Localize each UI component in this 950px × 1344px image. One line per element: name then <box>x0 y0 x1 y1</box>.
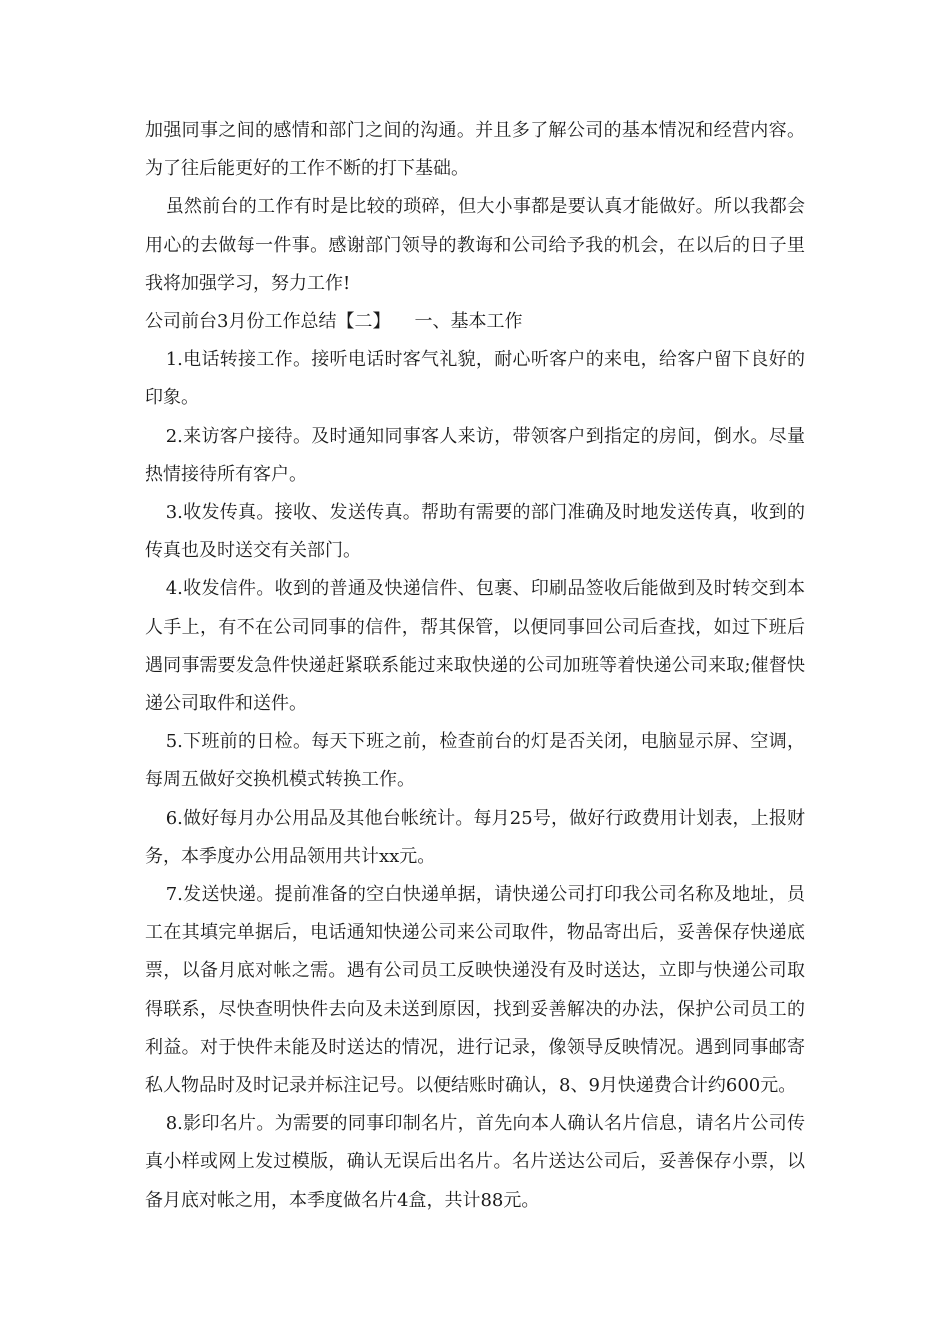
work-item-8: 8.影印名片。为需要的同事印制名片，首先向本人确认名片信息，请名片公司传真小样或网上发过模版，确认无误后出名片。名片送达公司后，妥善保存小票，以备月底对帐之用，本季度做名片4盒，共计88元。 <box>145 1113 805 1211</box>
section-title: 公司前台3月份工作总结【二】 <box>145 311 391 333</box>
work-item-7: 7.发送快递。提前准备的空白快递单据，请快递公司打印我公司名称及地址，员工在其填完单据后，电话通知快递公司来公司取件，物品寄出后，妥善保存快递底票，以备月底对帐之需。遇有公司员工反映快递没有及时送达，立即与快递公司取得联系，尽快查明快件去向及未送到原因，找到妥善解决的办法，保护公司员工的利益。对于快件未能及时送达的情况，进行记录，像领导反映情况。遇到同事邮寄私人物品时及时记录并标注记号。以便结账时确认，8、9月快递费合计约600元。 <box>145 884 805 1097</box>
work-item-5: 5.下班前的日检。每天下班之前，检查前台的灯是否关闭，电脑显示屏、空调，每周五做好交换机模式转换工作。 <box>145 731 805 791</box>
section-heading <box>145 303 805 341</box>
intro-paragraph-1: 加强同事之间的感情和部门之间的沟通。并且多了解公司的基本情况和经营内容。为了往后能更好的工作不断的打下基础。 <box>145 120 805 180</box>
section-subtitle: 一、基本工作 <box>414 311 523 333</box>
intro-paragraph-2: 虽然前台的工作有时是比较的琐碎，但大小事都是要认真才能做好。所以我都会用心的去做每一件事。感谢部门领导的教诲和公司给予我的机会，在以后的日子里我将加强学习，努力工作! <box>145 196 805 294</box>
document-page <box>145 112 805 1220</box>
work-item-2: 2.来访客户接待。及时通知同事客人来访，带领客户到指定的房间，倒水。尽量热情接待所有客户。 <box>145 425 805 485</box>
work-item-4: 4.收发信件。收到的普通及快递信件、包裹、印刷品签收后能做到及时转交到本人手上，有不在公司同事的信件，帮其保管，以便同事回公司后查找，如过下班后遇同事需要发急件快递赶紧联系能过来取快递的公司加班等着快递公司来取;催督快递公司取件和送件。 <box>145 578 805 715</box>
work-item-1: 1.电话转接工作。接听电话时客气礼貌，耐心听客户的来电，给客户留下良好的印象。 <box>145 349 805 409</box>
work-item-6: 6.做好每月办公用品及其他台帐统计。每月25号，做好行政费用计划表，上报财务，本季度办公用品领用共计xx元。 <box>145 807 805 867</box>
work-item-3: 3.收发传真。接收、发送传真。帮助有需要的部门准确及时地发送传真，收到的传真也及时送交有关部门。 <box>145 502 805 562</box>
